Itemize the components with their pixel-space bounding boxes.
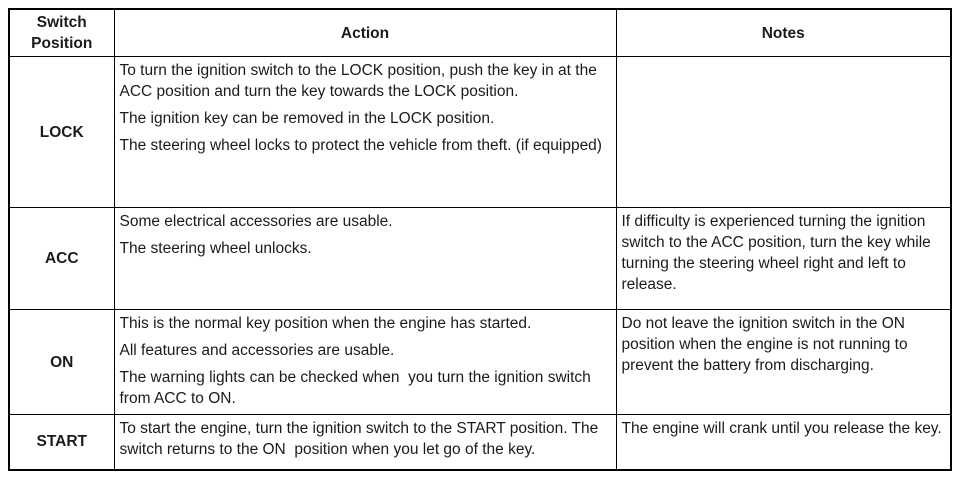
- table-row-acc: [9, 208, 951, 310]
- position-cell-start: START: [9, 415, 114, 470]
- col-header-switch-position: Switch Position: [9, 9, 114, 57]
- position-cell-on: ON: [9, 310, 114, 415]
- action-paragraph: Some electrical accessories are usable.: [119, 213, 393, 230]
- action-paragraph: To start the engine, turn the ignition switch to the START position. The switch returns to the ON position when you let go of the key.: [119, 420, 603, 458]
- col-header-action: Action: [114, 9, 616, 57]
- notes-cell-lock: [616, 57, 951, 208]
- action-cell-acc: [114, 208, 616, 310]
- table-row-lock: [9, 57, 951, 208]
- position-cell-acc: ACC: [9, 208, 114, 310]
- action-paragraph: The warning lights can be checked when you turn the ignition switch from ACC to ON.: [119, 369, 596, 407]
- table-row-start: [9, 415, 951, 470]
- table-header-row: [9, 9, 951, 57]
- action-cell-on: [114, 310, 616, 415]
- position-cell-lock: LOCK: [9, 57, 114, 208]
- notes-paragraph: Do not leave the ignition switch in the ON position when the engine is not running to prevent the battery from discharging.: [621, 315, 912, 374]
- action-paragraph: The steering wheel locks to protect the vehicle from theft. (if equipped): [119, 137, 602, 154]
- notes-cell-start: [616, 415, 951, 470]
- action-paragraph: This is the normal key position when the engine has started.: [119, 315, 532, 332]
- action-paragraph: The steering wheel unlocks.: [119, 240, 312, 257]
- document-page: [8, 8, 952, 471]
- notes-paragraph: The engine will crank until you release the key.: [621, 420, 942, 437]
- action-cell-lock: [114, 57, 616, 208]
- action-paragraph: To turn the ignition switch to the LOCK position, push the key in at the ACC position and turn the key towards the LOCK position.: [119, 62, 601, 100]
- notes-cell-acc: [616, 208, 951, 310]
- ignition-switch-table: [8, 8, 952, 471]
- notes-paragraph: If difficulty is experienced turning the ignition switch to the ACC position, turn the key while turning the steering wheel right and left to release.: [621, 213, 936, 293]
- col-header-notes: Notes: [616, 9, 951, 57]
- action-paragraph: All features and accessories are usable.: [119, 342, 395, 359]
- notes-cell-on: [616, 310, 951, 415]
- action-cell-start: [114, 415, 616, 470]
- action-paragraph: The ignition key can be removed in the LOCK position.: [119, 110, 495, 127]
- table-row-on: [9, 310, 951, 415]
